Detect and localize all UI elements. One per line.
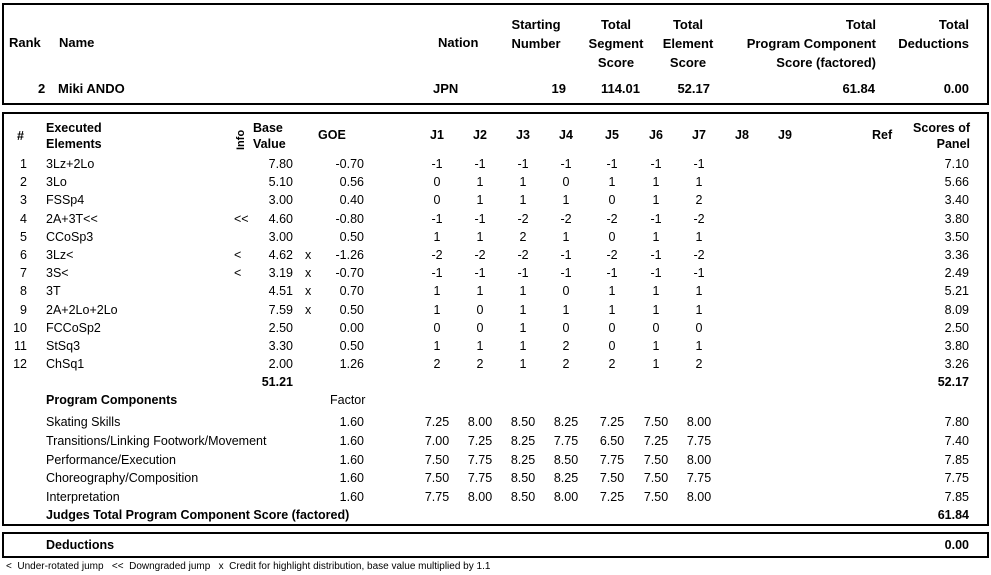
element-panel-score: 3.26 [944, 357, 969, 372]
element-judge-score: 1 [519, 193, 527, 208]
component-judge-score: 7.50 [643, 490, 669, 505]
element-judge-score: -2 [431, 248, 443, 262]
component-judge-score: 7.75 [686, 433, 712, 448]
total-pcs-header: Total Program Component Score (factored) [746, 17, 876, 70]
element-judge-score: 0 [608, 339, 616, 353]
component-judge-score: 8.50 [510, 471, 536, 486]
element-name: 2A+3T<< [46, 211, 98, 226]
component-judge-score: 8.25 [553, 471, 579, 486]
element-judge-score: -1 [431, 211, 443, 226]
component-panel-score: 7.85 [944, 490, 969, 505]
element-base-value: 4.51 [268, 284, 293, 299]
component-judge-score: 8.50 [510, 415, 536, 429]
element-judge-score: 1 [562, 193, 570, 208]
element-name: CCoSp3 [46, 229, 94, 244]
element-judge-score: -1 [650, 157, 662, 171]
name-header: Name [59, 35, 95, 50]
element-panel-score: 2.50 [944, 320, 969, 335]
element-judge-score: 1 [519, 320, 527, 335]
component-judge-score: 7.25 [599, 490, 625, 505]
judge-header-8: J8 [735, 128, 749, 142]
component-factor: 1.60 [339, 452, 364, 467]
element-base-value: 2.00 [268, 357, 293, 372]
element-panel-score: 7.10 [944, 157, 969, 171]
element-judge-score: -2 [560, 211, 572, 226]
element-judge-score: 0 [433, 175, 441, 190]
element-judge-score: -1 [474, 211, 486, 226]
element-number: 5 [20, 229, 27, 244]
element-judge-score: 1 [519, 284, 527, 299]
element-judge-score: 0 [562, 175, 570, 190]
element-judge-score: 0 [562, 284, 570, 299]
component-judge-score: 7.50 [643, 452, 669, 467]
component-judge-score: 8.50 [553, 452, 579, 467]
element-judge-score: 0 [652, 320, 660, 335]
skater-name: Miki ANDO [58, 81, 125, 96]
element-bonus-mark: x [305, 248, 312, 262]
element-judge-score: -1 [560, 266, 572, 281]
element-judge-score: -1 [431, 157, 443, 171]
element-goe: 1.26 [339, 357, 364, 372]
element-judge-score: 0 [695, 320, 703, 335]
judge-header-3: J3 [516, 128, 530, 142]
element-name: ChSq1 [46, 357, 85, 372]
element-judge-score: 1 [433, 229, 441, 244]
info-header: Info [235, 129, 247, 150]
element-number: 1 [20, 157, 27, 171]
component-panel-score: 7.80 [944, 415, 969, 429]
element-judge-score: 2 [562, 357, 570, 372]
element-judge-score: 2 [608, 357, 616, 372]
rank-header: Rank [9, 35, 41, 50]
element-goe: -0.70 [335, 157, 364, 171]
deductions-value: 0.00 [944, 538, 969, 552]
element-judge-score: 1 [695, 229, 703, 244]
element-base-value: 4.62 [268, 248, 293, 262]
program-components-title: Program Components [46, 393, 178, 407]
element-number: 2 [20, 175, 27, 190]
element-judge-score: 1 [562, 302, 570, 317]
element-judge-score: 1 [695, 302, 703, 317]
element-base-value: 2.50 [268, 320, 293, 335]
element-judge-score: 1 [695, 284, 703, 299]
element-judge-score: 1 [608, 302, 616, 317]
deductions-label: Deductions [46, 538, 115, 552]
component-factor: 1.60 [339, 490, 364, 505]
judge-header-7: J7 [692, 128, 706, 142]
element-judge-score: 2 [562, 339, 570, 353]
component-judge-score: 7.75 [467, 452, 493, 467]
element-judge-score: 2 [695, 357, 703, 372]
component-name: Choreography/Composition [46, 471, 199, 486]
component-judge-score: 7.75 [599, 452, 625, 467]
element-judge-score: -1 [474, 157, 486, 171]
judge-header-9: J9 [778, 128, 792, 142]
element-judge-score: 1 [519, 357, 527, 372]
total-element-score-header: Total Element Score [662, 17, 714, 70]
component-judge-score: 7.75 [686, 471, 712, 486]
component-judge-score: 7.25 [424, 415, 450, 429]
component-name: Interpretation [46, 490, 120, 505]
element-number: 3 [20, 193, 27, 208]
element-judge-score: 0 [476, 302, 484, 317]
element-judge-score: 1 [433, 284, 441, 299]
element-judge-score: 1 [608, 284, 616, 299]
element-judge-score: 0 [562, 320, 570, 335]
skater-rank: 2 [38, 81, 46, 96]
element-panel-score: 5.66 [944, 175, 969, 190]
skater-tss: 114.01 [600, 81, 640, 96]
element-name: FSSp4 [46, 193, 85, 208]
element-judge-score: 1 [476, 284, 484, 299]
element-judge-score: 1 [476, 229, 484, 244]
deductions-box [2, 532, 989, 558]
judge-header-4: J4 [559, 128, 573, 142]
element-judge-score: -1 [650, 266, 662, 281]
component-panel-score: 7.85 [944, 452, 969, 467]
element-judge-score: 2 [519, 229, 527, 244]
element-panel-score: 3.40 [944, 193, 969, 208]
element-judge-score: 1 [476, 193, 484, 208]
element-judge-score: 1 [519, 175, 527, 190]
element-goe: -0.80 [335, 211, 364, 226]
judge-header-2: J2 [473, 128, 487, 142]
element-goe: 0.50 [339, 229, 364, 244]
component-panel-score: 7.75 [944, 471, 969, 486]
component-name: Transitions/Linking Footwork/Movement [46, 433, 267, 448]
element-name: 3Lo [46, 175, 67, 190]
element-judge-score: 0 [608, 320, 616, 335]
element-judge-score: 1 [519, 339, 527, 353]
element-judge-score: -2 [606, 211, 618, 226]
element-panel-score: 3.80 [944, 339, 969, 353]
component-factor: 1.60 [339, 433, 364, 448]
element-judge-score: 0 [608, 229, 616, 244]
component-judge-score: 7.75 [467, 471, 493, 486]
element-info: << [234, 211, 249, 226]
component-judge-score: 8.00 [467, 490, 493, 505]
element-judge-score: -2 [606, 248, 618, 262]
element-panel-score: 3.50 [944, 229, 969, 244]
component-judge-score: 7.00 [424, 433, 450, 448]
component-judge-score: 7.25 [467, 433, 493, 448]
component-judge-score: 8.00 [467, 415, 493, 429]
element-judge-score: -2 [474, 248, 486, 262]
element-judge-score: -1 [606, 157, 618, 171]
element-goe: 0.50 [339, 339, 364, 353]
element-judge-score: 2 [476, 357, 484, 372]
element-panel-score: 3.36 [944, 248, 969, 262]
num-header: # [17, 129, 24, 143]
element-panel-score: 2.49 [944, 266, 969, 281]
element-judge-score: 1 [608, 175, 616, 190]
element-number: 6 [20, 248, 27, 262]
element-name: 3T [46, 284, 61, 299]
element-name: 3Lz+2Lo [46, 157, 95, 171]
element-judge-score: 1 [652, 284, 660, 299]
element-judge-score: 1 [695, 339, 703, 353]
element-judge-score: -1 [560, 157, 572, 171]
element-base-value: 3.00 [268, 229, 293, 244]
element-judge-score: -1 [606, 266, 618, 281]
component-factor: 1.60 [339, 471, 364, 486]
element-number: 9 [20, 302, 27, 317]
element-judge-score: 1 [695, 175, 703, 190]
element-bonus-mark: x [305, 302, 312, 317]
component-name: Performance/Execution [46, 452, 176, 467]
element-judge-score: -1 [431, 266, 443, 281]
element-judge-score: 0 [608, 193, 616, 208]
element-judge-score: 1 [562, 229, 570, 244]
skater-nation: JPN [433, 81, 459, 96]
element-base-value: 7.80 [268, 157, 293, 171]
element-base-value: 3.30 [268, 339, 293, 353]
nation-header: Nation [438, 35, 479, 50]
component-judge-score: 8.00 [686, 490, 712, 505]
element-judge-score: -2 [693, 248, 705, 262]
component-judge-score: 7.75 [424, 490, 450, 505]
element-name: 3S< [46, 266, 69, 281]
component-judge-score: 7.75 [553, 433, 579, 448]
element-judge-score: 0 [433, 193, 441, 208]
element-judge-score: 1 [652, 302, 660, 317]
element-bonus-mark: x [305, 284, 312, 299]
element-panel-score: 3.80 [944, 211, 969, 226]
element-judge-score: 1 [652, 339, 660, 353]
element-name: 3Lz< [46, 248, 74, 262]
element-number: 10 [13, 320, 27, 335]
element-panel-score: 8.09 [944, 302, 969, 317]
judge-header-5: J5 [605, 128, 619, 142]
element-goe: 0.40 [339, 193, 364, 208]
component-judge-score: 8.00 [686, 452, 712, 467]
element-base-value: 5.10 [268, 175, 293, 190]
element-judge-score: -2 [517, 211, 529, 226]
factor-header: Factor [330, 393, 366, 407]
skater-tes: 52.17 [677, 81, 710, 96]
element-number: 7 [20, 266, 27, 281]
component-judge-score: 7.25 [599, 415, 625, 429]
element-judge-score: -1 [693, 266, 705, 281]
judge-header-6: J6 [649, 128, 663, 142]
component-judge-score: 8.00 [686, 415, 712, 429]
element-base-value: 3.19 [268, 266, 293, 281]
legend: < Under-rotated jump << Downgraded jump x Credit for highlight distribution, base value multiplied by 1.1 [6, 561, 491, 572]
element-judge-score: -1 [560, 248, 572, 262]
element-judge-score: -2 [693, 211, 705, 226]
element-judge-score: 1 [476, 175, 484, 190]
element-number: 11 [14, 339, 27, 353]
base-value-total: 51.21 [261, 375, 293, 389]
ref-header: Ref [872, 128, 893, 142]
scores-of-panel-header: Scores of Panel [913, 121, 970, 151]
element-judge-score: -1 [517, 266, 529, 281]
element-bonus-mark: x [305, 266, 312, 281]
element-base-value: 3.00 [268, 193, 293, 208]
element-judge-score: -1 [474, 266, 486, 281]
component-judge-score: 7.50 [424, 471, 450, 486]
component-judge-score: 6.50 [599, 433, 625, 448]
total-deductions-header: Total Deductions [898, 17, 969, 51]
skater-deductions: 0.00 [943, 81, 969, 96]
component-name: Skating Skills [46, 415, 121, 429]
component-judge-score: 8.25 [510, 452, 536, 467]
element-judge-score: 1 [652, 193, 660, 208]
element-number: 8 [20, 284, 27, 299]
element-goe: 0.70 [339, 284, 364, 299]
starting-number-header: Starting Number [511, 17, 561, 51]
component-factor: 1.60 [339, 415, 364, 429]
element-info: < [234, 266, 242, 281]
element-judge-score: 1 [476, 339, 484, 353]
element-name: FCCoSp2 [46, 320, 101, 335]
executed-elements-header: Executed Elements [46, 121, 102, 151]
element-judge-score: 2 [695, 193, 703, 208]
element-base-value: 7.59 [268, 302, 293, 317]
element-judge-score: 0 [476, 320, 484, 335]
element-name: 2A+2Lo+2Lo [46, 302, 118, 317]
element-goe: -0.70 [335, 266, 364, 281]
total-segment-score-header: Total Segment Score [588, 17, 644, 70]
element-judge-score: 0 [433, 320, 441, 335]
element-judge-score: 1 [433, 339, 441, 353]
element-info: < [234, 248, 242, 262]
element-goe: 0.50 [339, 302, 364, 317]
element-judge-score: -1 [517, 157, 529, 171]
element-judge-score: -1 [693, 157, 705, 171]
component-judge-score: 8.00 [553, 490, 579, 505]
component-judge-score: 8.25 [553, 415, 579, 429]
judge-header-1: J1 [430, 128, 444, 142]
element-number: 12 [13, 357, 27, 372]
component-judge-score: 8.50 [510, 490, 536, 505]
element-name: StSq3 [46, 339, 81, 353]
skater-starting-number: 19 [551, 81, 566, 96]
element-judge-score: -1 [650, 248, 662, 262]
element-judge-score: 1 [652, 229, 660, 244]
element-goe: -1.26 [335, 248, 364, 262]
component-judge-score: 7.50 [424, 452, 450, 467]
component-panel-score: 7.40 [944, 433, 969, 448]
element-judge-score: 2 [433, 357, 441, 372]
element-base-value: 4.60 [268, 211, 293, 226]
element-judge-score: 1 [433, 302, 441, 317]
pcs-total-label: Judges Total Program Component Score (factored) [46, 508, 350, 522]
element-goe: 0.56 [339, 175, 364, 190]
element-judge-score: 1 [519, 302, 527, 317]
goe-header: GOE [318, 128, 346, 142]
component-judge-score: 7.50 [643, 471, 669, 486]
element-goe: 0.00 [339, 320, 364, 335]
element-number: 4 [20, 211, 27, 226]
component-judge-score: 8.25 [510, 433, 536, 448]
element-panel-score: 5.21 [944, 284, 969, 299]
component-judge-score: 7.50 [599, 471, 625, 486]
base-value-header: Base Value [253, 121, 286, 151]
component-judge-score: 7.25 [643, 433, 669, 448]
element-judge-score: -2 [517, 248, 529, 262]
elements-panel-total: 52.17 [937, 375, 969, 389]
component-judge-score: 7.50 [643, 415, 669, 429]
element-judge-score: 1 [652, 175, 660, 190]
element-judge-score: -1 [650, 211, 662, 226]
pcs-total-value: 61.84 [937, 508, 969, 522]
skater-pcs: 61.84 [842, 81, 875, 96]
element-judge-score: 1 [652, 357, 660, 372]
